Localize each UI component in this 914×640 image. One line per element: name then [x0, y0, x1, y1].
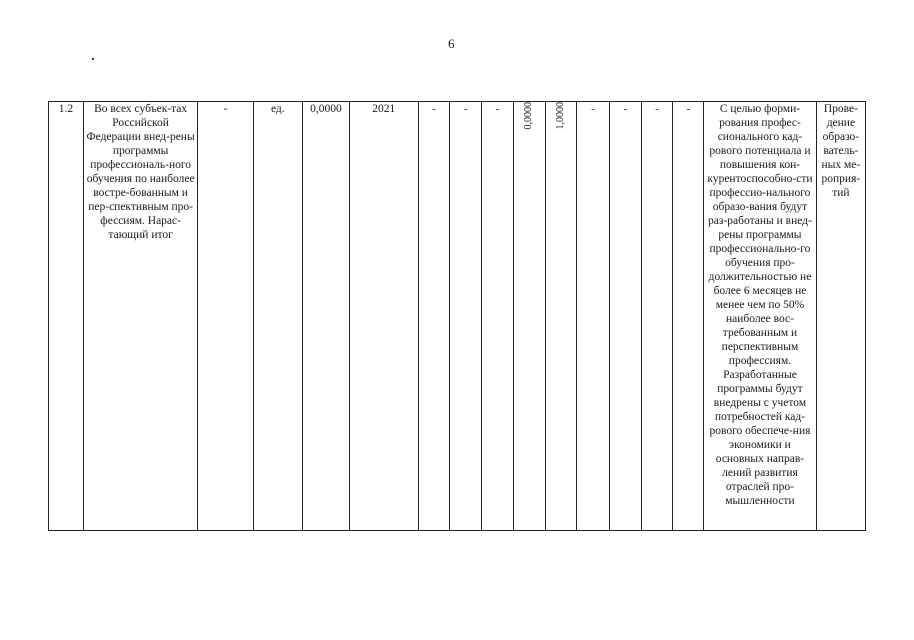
year-value: - — [495, 103, 500, 115]
year-value-cell — [450, 102, 482, 531]
row-number: 1.2 — [49, 102, 84, 531]
page-number: 6 — [448, 36, 455, 51]
year-value: - — [686, 103, 691, 115]
year-value-cell — [513, 102, 545, 531]
year-value-cell — [418, 102, 450, 531]
scan-artifact — [92, 58, 94, 60]
base-year: 2021 — [349, 102, 418, 531]
year-value-cell — [609, 102, 641, 531]
year-value-cell — [641, 102, 673, 531]
year-value: - — [463, 103, 468, 115]
year-value: - — [591, 103, 595, 115]
year-value: - — [432, 103, 436, 115]
year-value: - — [655, 103, 659, 115]
year-value-cell — [577, 102, 610, 531]
unit-of-measure: ед. — [253, 102, 302, 531]
year-value-cell — [545, 102, 577, 531]
indicator-name: Во всех субъек-тах Российской Федерации внед-рены программы профессиональ-ного обучения по наиболее востре-бованным и пер-спективным про-фессиям. Нарас-тающий итог — [83, 102, 198, 531]
measure-description: С целью форми-рования профес-сионального кад-рового потенциала и повышения кон-курентоспособно-сти профессио-нального образо-вания будут раз-работаны и внед-рены программы профессионально-го обучения про-должительностью не более 6 месяцев не менее чем по 50% наиболее вос-требованным и перспективным профессиям. Разработанные программы будут внедрены с учетом потребностей кад-рового обеспече-ния экономики и основных направ-лений развития отраслей про-мышленности — [704, 102, 817, 531]
year-value: 0,0000 — [523, 102, 535, 130]
table-row — [49, 102, 866, 531]
indicator-table — [48, 101, 866, 531]
base-value: 0,0000 — [302, 102, 349, 531]
year-value-cell — [482, 102, 514, 531]
year-value: - — [623, 103, 628, 115]
indicator-type: - — [198, 102, 253, 531]
year-value: 1,0000 — [554, 102, 566, 130]
year-value-cell — [673, 102, 704, 531]
information-system: Прове-дение образо-ватель-ных ме-роприя-тий — [816, 102, 865, 531]
